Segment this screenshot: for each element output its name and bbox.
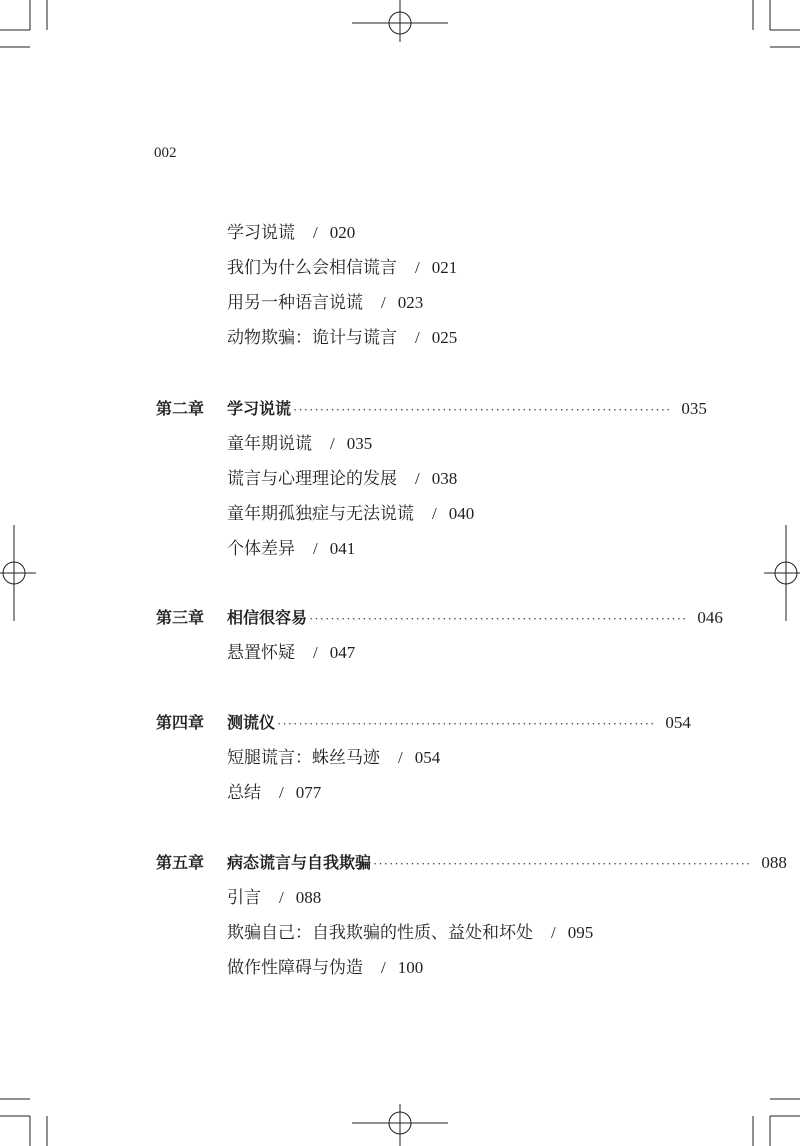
entry-page-number: 035	[346, 434, 373, 453]
chapter-title: 测谎仪	[227, 713, 276, 732]
entry-separator: /	[432, 504, 437, 523]
entry-title: 引言	[227, 888, 261, 908]
toc-entry	[227, 918, 593, 948]
entry-title: 悬置怀疑	[227, 643, 295, 663]
toc-entry	[227, 464, 457, 494]
chapter-number: 第二章	[156, 399, 205, 418]
entry-page-number: 020	[329, 223, 356, 242]
chapter-heading	[156, 603, 723, 633]
entry-title: 做作性障碍与伪造	[227, 958, 363, 978]
entry-separator: /	[398, 748, 403, 767]
entry-title: 短腿谎言：蛛丝马迹	[227, 748, 380, 768]
toc-entry	[227, 253, 457, 283]
chapter-number: 第五章	[156, 853, 205, 872]
entry-title: 童年期说谎	[227, 434, 312, 454]
entry-title: 个体差异	[227, 539, 295, 559]
entry-page-number: 077	[295, 783, 322, 802]
dot-leader: ·······································································	[277, 716, 656, 731]
entry-page-number: 047	[329, 643, 356, 662]
entry-page-number: 088	[295, 888, 322, 907]
entry-separator: /	[313, 223, 318, 242]
entry-separator: /	[279, 783, 284, 802]
page-number: 002	[154, 145, 177, 161]
chapter-page-number: 046	[697, 608, 723, 627]
toc-entry	[227, 218, 355, 248]
entry-separator: /	[313, 643, 318, 662]
chapter-heading	[156, 708, 691, 738]
dot-leader: ·······································································	[293, 402, 672, 417]
entry-separator: /	[415, 258, 420, 277]
dot-leader: ·······································································	[373, 856, 752, 871]
entry-page-number: 025	[431, 328, 458, 347]
chapter-page-number: 088	[761, 853, 787, 872]
entry-page-number: 038	[431, 469, 458, 488]
entry-page-number: 041	[329, 539, 356, 558]
entry-title: 童年期孤独症与无法说谎	[227, 504, 414, 524]
toc-entry	[227, 429, 372, 459]
toc-entry	[227, 288, 423, 318]
entry-separator: /	[381, 293, 386, 312]
chapter-heading	[156, 394, 707, 424]
toc-entry	[227, 499, 474, 529]
entry-page-number: 095	[567, 923, 594, 942]
entry-page-number: 100	[397, 958, 424, 977]
entry-separator: /	[330, 434, 335, 453]
chapter-title: 相信很容易	[227, 608, 308, 627]
entry-separator: /	[279, 888, 284, 907]
toc-entry	[227, 638, 355, 668]
chapter-page-number: 054	[665, 713, 691, 732]
chapter-number: 第四章	[156, 713, 205, 732]
toc-entry	[227, 778, 321, 808]
entry-title: 谎言与心理理论的发展	[227, 469, 397, 489]
toc-entry	[227, 534, 355, 564]
entry-page-number: 040	[448, 504, 475, 523]
entry-separator: /	[313, 539, 318, 558]
chapter-title: 病态谎言与自我欺骗	[227, 853, 372, 872]
chapter-heading	[156, 848, 787, 878]
chapter-title: 学习说谎	[227, 399, 292, 418]
toc-entry	[227, 743, 440, 773]
entry-page-number: 054	[414, 748, 441, 767]
entry-separator: /	[415, 328, 420, 347]
toc-entry	[227, 883, 321, 913]
chapter-number: 第三章	[156, 608, 205, 627]
entry-separator: /	[551, 923, 556, 942]
entry-title: 学习说谎	[227, 223, 295, 243]
entry-page-number: 021	[431, 258, 458, 277]
toc-entry	[227, 953, 423, 983]
entry-title: 欺骗自己：自我欺骗的性质、益处和坏处	[227, 923, 533, 943]
entry-title: 我们为什么会相信谎言	[227, 258, 397, 278]
entry-title: 总结	[227, 783, 261, 803]
entry-title: 动物欺骗：诡计与谎言	[227, 328, 397, 348]
entry-title: 用另一种语言说谎	[227, 293, 363, 313]
entry-page-number: 023	[397, 293, 424, 312]
dot-leader: ·······································································	[309, 611, 688, 626]
toc-entry	[227, 323, 457, 353]
entry-separator: /	[381, 958, 386, 977]
entry-separator: /	[415, 469, 420, 488]
chapter-page-number: 035	[681, 399, 707, 418]
